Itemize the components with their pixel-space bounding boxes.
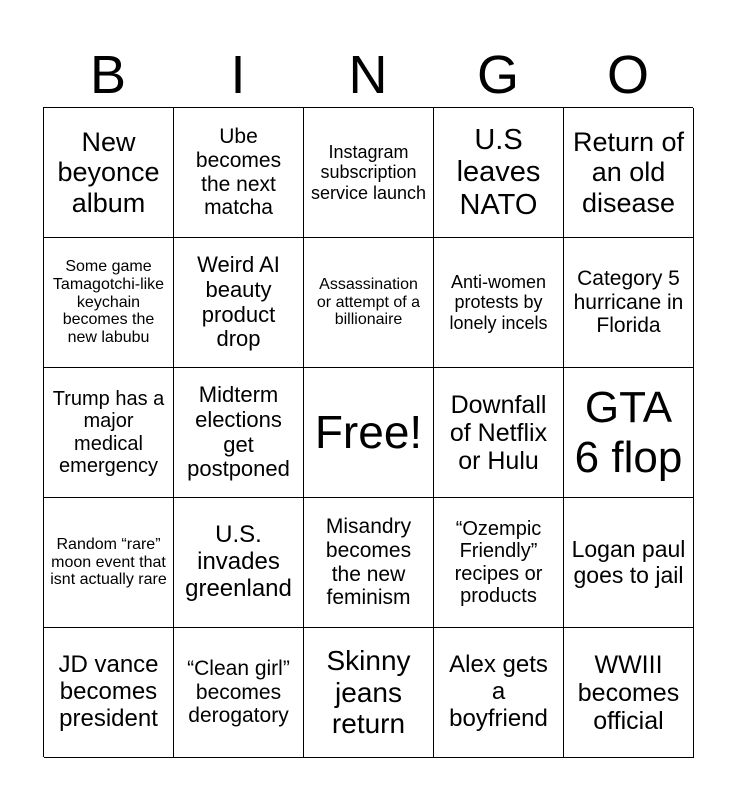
bingo-cell-r3c4[interactable] (434, 368, 564, 498)
bingo-cell-r1c5[interactable] (564, 108, 694, 238)
free-space-text: Free! (314, 405, 423, 458)
cell-text: Assassination or attempt of a billionaire (316, 275, 421, 329)
cell-text: Trump has a major medical emergency (52, 387, 165, 477)
bingo-cell-r1c4[interactable] (434, 108, 564, 238)
header-letter-o: O (606, 45, 649, 105)
bingo-cell-r1c1[interactable] (44, 108, 174, 238)
bingo-cell-r4c1[interactable] (44, 498, 174, 628)
cell-text: Logan paul goes to jail (571, 535, 686, 588)
bingo-cell-r2c3[interactable] (304, 238, 434, 368)
cell-text: U.S. invades greenland (185, 521, 292, 602)
cell-text: Misandry becomes the new feminism (325, 515, 412, 610)
bingo-cell-r5c3[interactable] (304, 628, 434, 758)
header-letter-i: I (230, 45, 246, 105)
bingo-cell-r1c3[interactable] (304, 108, 434, 238)
cell-text: Skinny jeans return (326, 645, 411, 740)
bingo-cell-r1c2[interactable] (174, 108, 304, 238)
bingo-cell-r4c4[interactable] (434, 498, 564, 628)
bingo-cell-r5c5[interactable] (564, 628, 694, 758)
header-letter-g: G (476, 45, 519, 105)
cell-text: Midterm elections get postponed (187, 382, 290, 482)
bingo-cell-r5c4[interactable] (434, 628, 564, 758)
header-letter-n: N (348, 45, 388, 105)
free-space-cell[interactable] (304, 368, 434, 498)
bingo-cell-r5c2[interactable] (174, 628, 304, 758)
bingo-cell-r2c4[interactable] (434, 238, 564, 368)
bingo-cell-r5c1[interactable] (44, 628, 174, 758)
bingo-cell-r4c3[interactable] (304, 498, 434, 628)
bingo-cell-r3c2[interactable] (174, 368, 304, 498)
cell-text: Random “rare” moon event that isnt actually rare (50, 535, 167, 589)
cell-text: “Ozempic Friendly” recipes or products (454, 517, 543, 607)
cell-text: U.S leaves NATO (456, 123, 541, 221)
cell-text: Ube becomes the next matcha (195, 125, 282, 220)
cell-text: Instagram subscription service launch (310, 142, 427, 203)
bingo-cell-r2c1[interactable] (44, 238, 174, 368)
cell-text: WWIII becomes official (577, 650, 680, 735)
cell-text: New beyonce album (57, 127, 160, 218)
bingo-cell-r2c5[interactable] (564, 238, 694, 368)
bingo-cell-r2c2[interactable] (174, 238, 304, 368)
cell-text: Return of an old disease (572, 127, 685, 218)
cell-text: Alex gets a boyfriend (449, 651, 548, 732)
bingo-cell-r4c5[interactable] (564, 498, 694, 628)
cell-text: Some game Tamagotchi-like keychain becomes the new labubu (52, 257, 165, 347)
bingo-board (43, 107, 693, 757)
bingo-cell-r3c5[interactable] (564, 368, 694, 498)
cell-text: Downfall of Netflix or Hulu (449, 390, 548, 475)
cell-text: GTA 6 flop (574, 383, 683, 482)
bingo-header (43, 46, 693, 104)
cell-text: Anti-women protests by lonely incels (449, 272, 548, 333)
header-letter-b: B (89, 45, 127, 105)
cell-text: Category 5 hurricane in Florida (573, 267, 684, 338)
bingo-cell-r3c1[interactable] (44, 368, 174, 498)
cell-text: “Clean girl” becomes derogatory (187, 657, 290, 728)
bingo-cell-r4c2[interactable] (174, 498, 304, 628)
cell-text: JD vance becomes president (58, 651, 159, 732)
cell-text: Weird AI beauty product drop (197, 252, 280, 352)
